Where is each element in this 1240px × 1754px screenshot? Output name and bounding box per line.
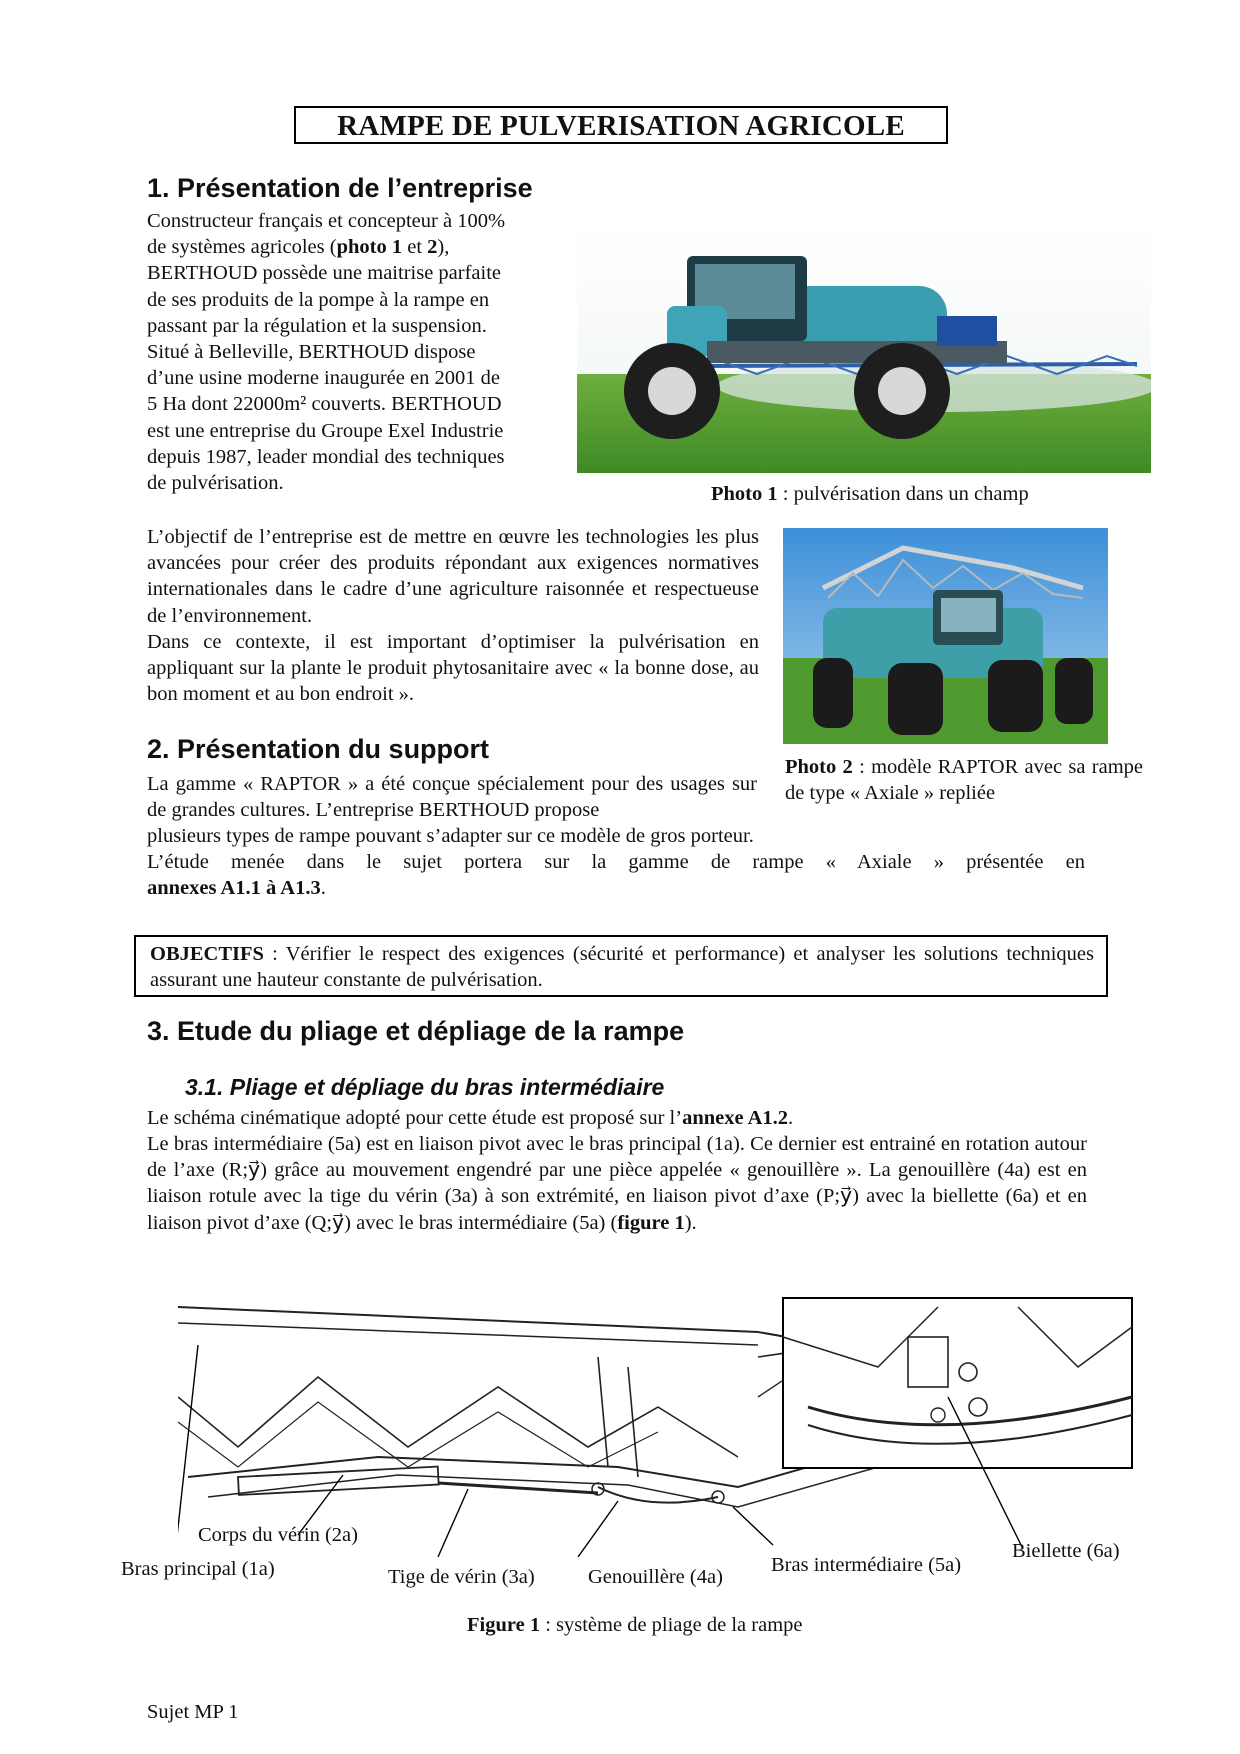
- label-tige-verin: Tige de vérin (3a): [388, 1566, 535, 1588]
- photo-1-sprayer-in-field: [577, 226, 1151, 473]
- photo-2-caption: Photo 2 : modèle RAPTOR avec sa rampe de type « Axiale » repliée: [785, 756, 1144, 804]
- section-2-annex-ref: annexes A1.1 à A1.3.: [147, 877, 326, 899]
- section-2-heading: 2. Présentation du support: [147, 734, 490, 764]
- label-corps-verin: Corps du vérin (2a): [198, 1524, 358, 1546]
- photo-2-raptor-model: [783, 528, 1108, 744]
- section-2-paragraph-1: La gamme « RAPTOR » a été conçue spécialement pour des usages sur de grandes cultures. L’entreprise BERTHOUD propose: [147, 773, 757, 822]
- objectives-box: OBJECTIFS : Vérifier le respect des exigences (sécurité et performance) et analyser les solutions techniques assurant une hauteur constante de pulvérisation.: [134, 935, 1108, 997]
- section-3-1-paragraph: Le bras intermédiaire (5a) est en liaison pivot avec le bras principal (1a). Ce dernier est entrainé en rotation autour de l’axe (R;y⃗) grâce au mouvement engendré par une pièce appelée « genouillère ». La genouillère (4a) est en liaison rotule avec la tige du vérin (3a) à son extrémité, en liaison pivot d’axe (P;y⃗) avec la biellette (6a) et en liaison pivot d’axe (Q;y⃗) avec le bras intermédiaire (5a) (figure 1).: [147, 1133, 1087, 1234]
- section-1-paragraph: Constructeur français et concepteur à 100% de systèmes agricoles (photo 1 et 2), BERTHOUD possède une maitrise parfaite de ses produits de la pompe à la rampe en passant par la régulation et la suspension. Situé à Belleville, BERTHOUD dispose d’une usine moderne inaugurée en 2001 de 5 Ha dont 22000m² couverts. BERTHOUD est une entreprise du Groupe Exel Industrie depuis 1987, leader mondial des techniques de pulvérisation.: [147, 210, 506, 495]
- label-bras-principal: Bras principal (1a): [121, 1558, 275, 1580]
- label-biellette: Biellette (6a): [1012, 1540, 1120, 1562]
- label-genouillere: Genouillère (4a): [588, 1566, 723, 1588]
- section-1-heading: 1. Présentation de l’entreprise: [147, 173, 533, 203]
- section-3-1-heading: 3.1. Pliage et dépliage du bras intermédiaire: [185, 1074, 665, 1100]
- section-2-paragraph-1b: plusieurs types de rampe pouvant s’adapter sur ce modèle de gros porteur.: [147, 825, 754, 847]
- section-2-paragraph-2: L’étude menée dans le sujet portera sur la gamme de rampe « Axiale » présentée en: [147, 851, 1085, 873]
- figure-1-caption: Figure 1 : système de pliage de la rampe: [467, 1614, 803, 1636]
- page-title: RAMPE DE PULVERISATION AGRICOLE: [294, 106, 948, 144]
- figure-1-boom-folding-drawing: [178, 1297, 1133, 1557]
- photo-1-caption: Photo 1 : pulvérisation dans un champ: [711, 483, 1029, 505]
- label-bras-intermediaire: Bras intermédiaire (5a): [771, 1554, 962, 1576]
- section-1-objective-paragraph: L’objectif de l’entreprise est de mettre en œuvre les technologies les plus avancées pour créer des produits répondant aux exigences normatives internationales dans le cadre d’une agriculture raisonnée et respectueuse de l’environnement. Dans ce contexte, il est important d’optimiser la pulvérisation en appliquant sur la plante le produit phytosanitaire avec « la bonne dose, au bon moment et au bon endroit ».: [147, 526, 759, 706]
- section-3-heading: 3. Etude du pliage et dépliage de la rampe: [147, 1016, 685, 1046]
- section-3-1-line-1: Le schéma cinématique adopté pour cette étude est proposé sur l’annexe A1.2.: [147, 1107, 794, 1129]
- footer-text: Sujet MP 1: [147, 1701, 239, 1723]
